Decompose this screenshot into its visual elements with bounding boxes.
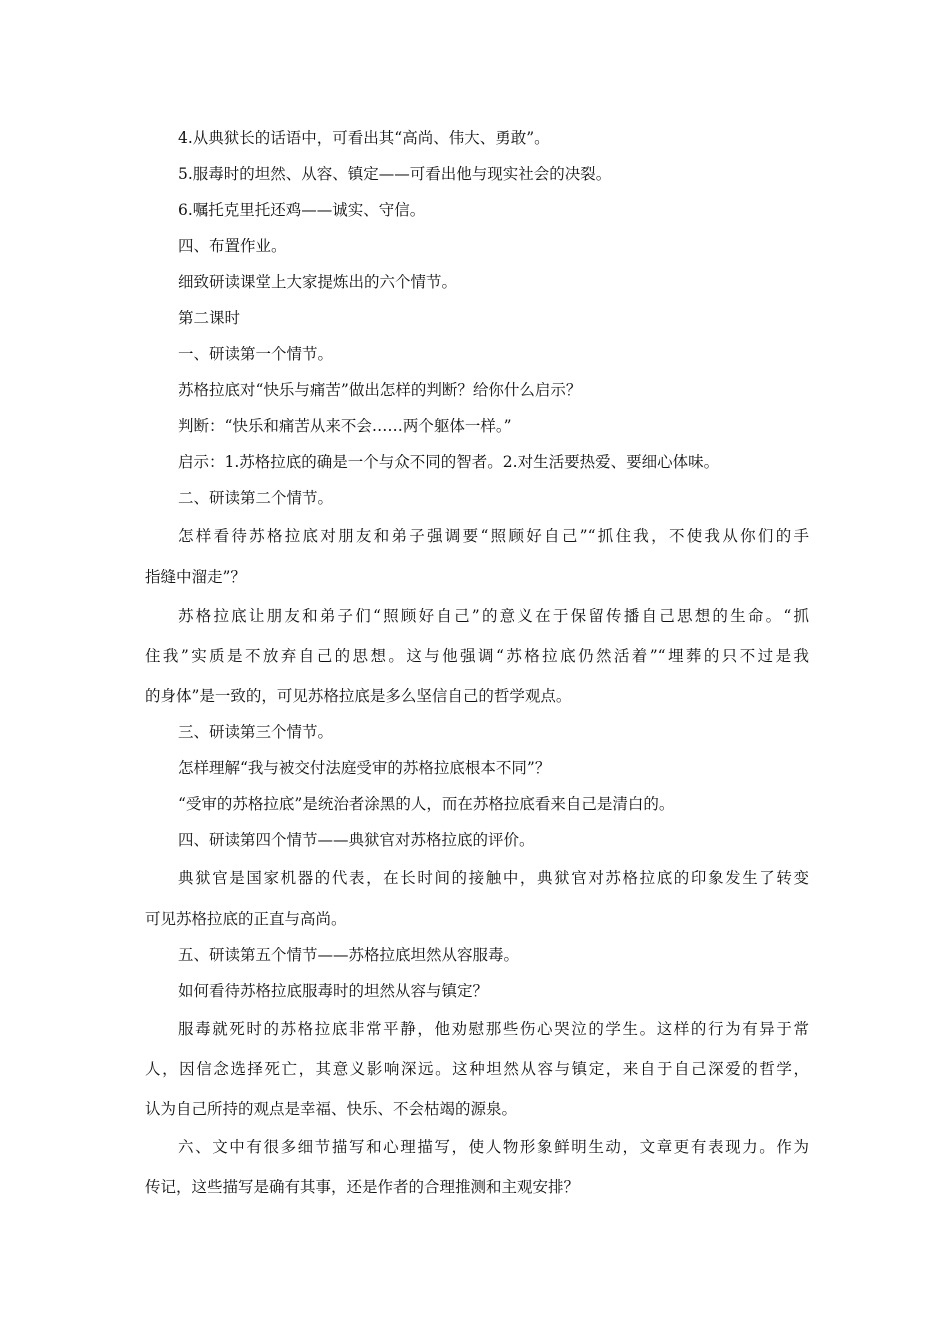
paragraph-line: 可见苏格拉底的正直与高尚。	[145, 910, 347, 928]
lesson-heading: 第二课时	[178, 309, 241, 327]
paragraph-line: 5.服毒时的坦然、从容、镇定——可看出他与现实社会的决裂。	[178, 165, 612, 183]
paragraph-line: 典狱官是国家机器的代表，在长时间的接触中，典狱官对苏格拉底的印象发生了转变	[178, 869, 809, 887]
section-heading: 传记，这些描写是确有其事，还是作者的合理推测和主观安排？	[145, 1178, 580, 1196]
paragraph-line: 判断：“快乐和痛苦从来不会……两个躯体一样。”	[178, 417, 512, 435]
section-heading: 五、研读第五个情节——苏格拉底坦然从容服毒。	[178, 946, 520, 964]
paragraph-line: 细致研读课堂上大家提炼出的六个情节。	[178, 273, 458, 291]
question-line: 怎样理解“我与被交付法庭受审的苏格拉底根本不同”？	[178, 759, 551, 777]
paragraph-line: 人，因信念选择死亡，其意义影响深远。这种坦然从容与镇定，来自于自己深爱的哲学，	[145, 1060, 809, 1078]
question-line: 怎样看待苏格拉底对朋友和弟子强调要“照顾好自己”“抓住我，不使我从你们的手	[178, 527, 809, 545]
question-line: 指缝中溜走”？	[145, 568, 246, 586]
paragraph-line: 6.嘱托克里托还鸡——诚实、守信。	[178, 201, 426, 219]
section-heading: 三、研读第三个情节。	[178, 723, 334, 741]
paragraph-line: “受审的苏格拉底”是统治者涂黑的人，而在苏格拉底看来自己是清白的。	[178, 795, 675, 813]
section-heading: 一、研读第一个情节。	[178, 345, 334, 363]
paragraph-line: 认为自己所持的观点是幸福、快乐、不会枯竭的源泉。	[145, 1100, 518, 1118]
paragraph-line: 住我”实质是不放弃自己的思想。这与他强调“苏格拉底仍然活着”“埋葬的只不过是我	[145, 647, 809, 665]
question-line: 苏格拉底对“快乐与痛苦”做出怎样的判断？给你什么启示？	[178, 381, 582, 399]
section-heading: 四、布置作业。	[178, 237, 287, 255]
paragraph-line: 启示：1.苏格拉底的确是一个与众不同的智者。2.对生活要热爱、要细心体味。	[178, 453, 720, 471]
paragraph-line: 4.从典狱长的话语中，可看出其“高尚、伟大、勇敢”。	[178, 129, 550, 147]
section-heading: 四、研读第四个情节——典狱官对苏格拉底的评价。	[178, 831, 535, 849]
question-line: 如何看待苏格拉底服毒时的坦然从容与镇定？	[178, 982, 489, 1000]
section-heading: 六、文中有很多细节描写和心理描写，使人物形象鲜明生动，文章更有表现力。作为	[178, 1138, 809, 1156]
section-heading: 二、研读第二个情节。	[178, 489, 334, 507]
paragraph-line: 苏格拉底让朋友和弟子们“照顾好自己”的意义在于保留传播自己思想的生命。“抓	[178, 607, 809, 625]
paragraph-line: 的身体”是一致的，可见苏格拉底是多么坚信自己的哲学观点。	[145, 687, 572, 705]
paragraph-line: 服毒就死时的苏格拉底非常平静，他劝慰那些伤心哭泣的学生。这样的行为有异于常	[178, 1020, 809, 1038]
